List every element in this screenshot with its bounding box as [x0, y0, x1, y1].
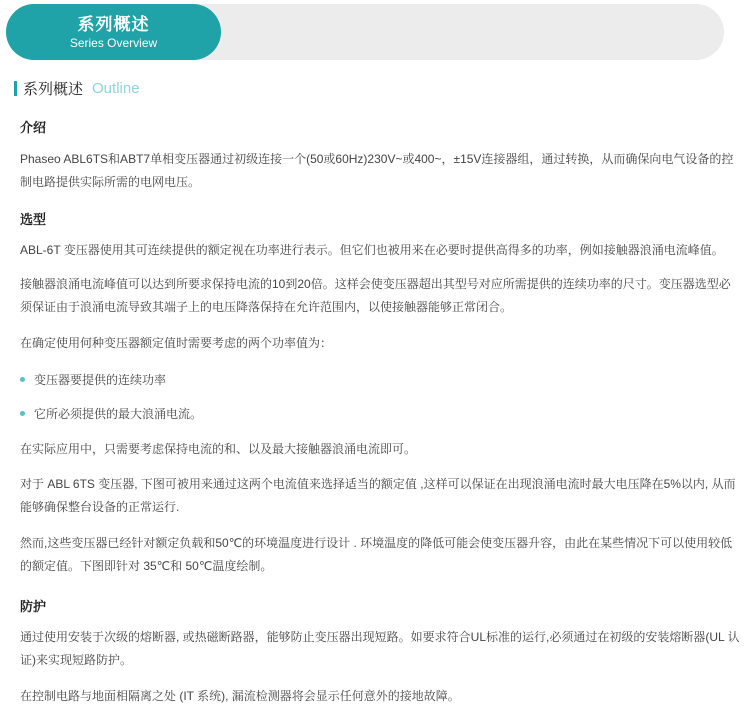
intro-paragraph: Phaseo ABL6TS和ABT7单相变压器通过初级连接一个(50或60Hz)230V~或400~，±15V连接器组，通过转换，从而确保向电气设备的控制电路提供实际所需的电网电压。	[20, 152, 734, 189]
list-item	[20, 404, 202, 424]
section-heading	[14, 78, 140, 98]
protection-paragraph-1: 通过使用安装于次级的熔断器, 或热磁断路器，能够防止变压器出现短路。如要求符合UL标准的运行,必须通过在初级的安装熔断器(UL 认证)来实现短路防护。	[20, 630, 740, 667]
banner	[6, 4, 724, 60]
heading-subtitle: Outline	[92, 79, 140, 97]
bullet-dot-icon	[20, 411, 25, 416]
selection-paragraph-1: ABL-6T 变压器使用其可连续提供的额定视在功率进行表示。但它们也被用来在必要时提供高得多的功率，例如接触器浪涌电流峰值。	[20, 243, 724, 257]
heading-accent-bar	[14, 81, 17, 96]
intro-title: 介绍	[20, 120, 47, 135]
selection-paragraph-6: 然而,这些变压器已经针对额定负载和50℃的环境温度进行设计 . 环境温度的降低可能会使变压器升容，由此在某些情况下可以使用较低的额定值。下图即针对 35℃和 50℃温度绘制。	[20, 536, 733, 573]
selection-title: 选型	[20, 212, 47, 227]
bullet-text-2: 它所必须提供的最大浪涌电流。	[34, 407, 203, 421]
protection-title: 防护	[20, 599, 47, 614]
protection-paragraph-2: 在控制电路与地面相隔离之处 (IT 系统), 漏流检测器将会显示任何意外的接地故障。	[20, 689, 460, 703]
list-item	[20, 370, 166, 390]
bullet-text-1: 变压器要提供的连续功率	[34, 373, 167, 387]
banner-title: 系列概述	[77, 15, 150, 34]
selection-paragraph-4: 在实际应用中，只需要考虑保持电流的和、以及最大接触器浪涌电流即可。	[20, 442, 417, 456]
bullet-dot-icon	[20, 377, 25, 382]
selection-paragraph-3: 在确定使用何种变压器额定值时需要考虑的两个功率值为：	[20, 336, 333, 350]
heading-title: 系列概述	[23, 80, 84, 98]
banner-tab	[6, 4, 221, 60]
selection-paragraph-2: 接触器浪涌电流峰值可以达到所要求保持电流的10到20倍。这样会使变压器超出其型号对应所需提供的连续功率的尺寸。变压器选型必须保证由于浪涌电流导致其端子上的电压降落保持在允许范围内，以使接触器能够正常闭合。	[20, 277, 731, 314]
selection-paragraph-5: 对于 ABL 6TS 变压器, 下图可被用来通过这两个电流值来选择适当的额定值 ,这样可以保证在出现浪涌电流时最大电压降在5%以内, 从而能够确保整台设备的正常运行.	[20, 477, 736, 514]
banner-subtitle: Series Overview	[69, 36, 158, 50]
